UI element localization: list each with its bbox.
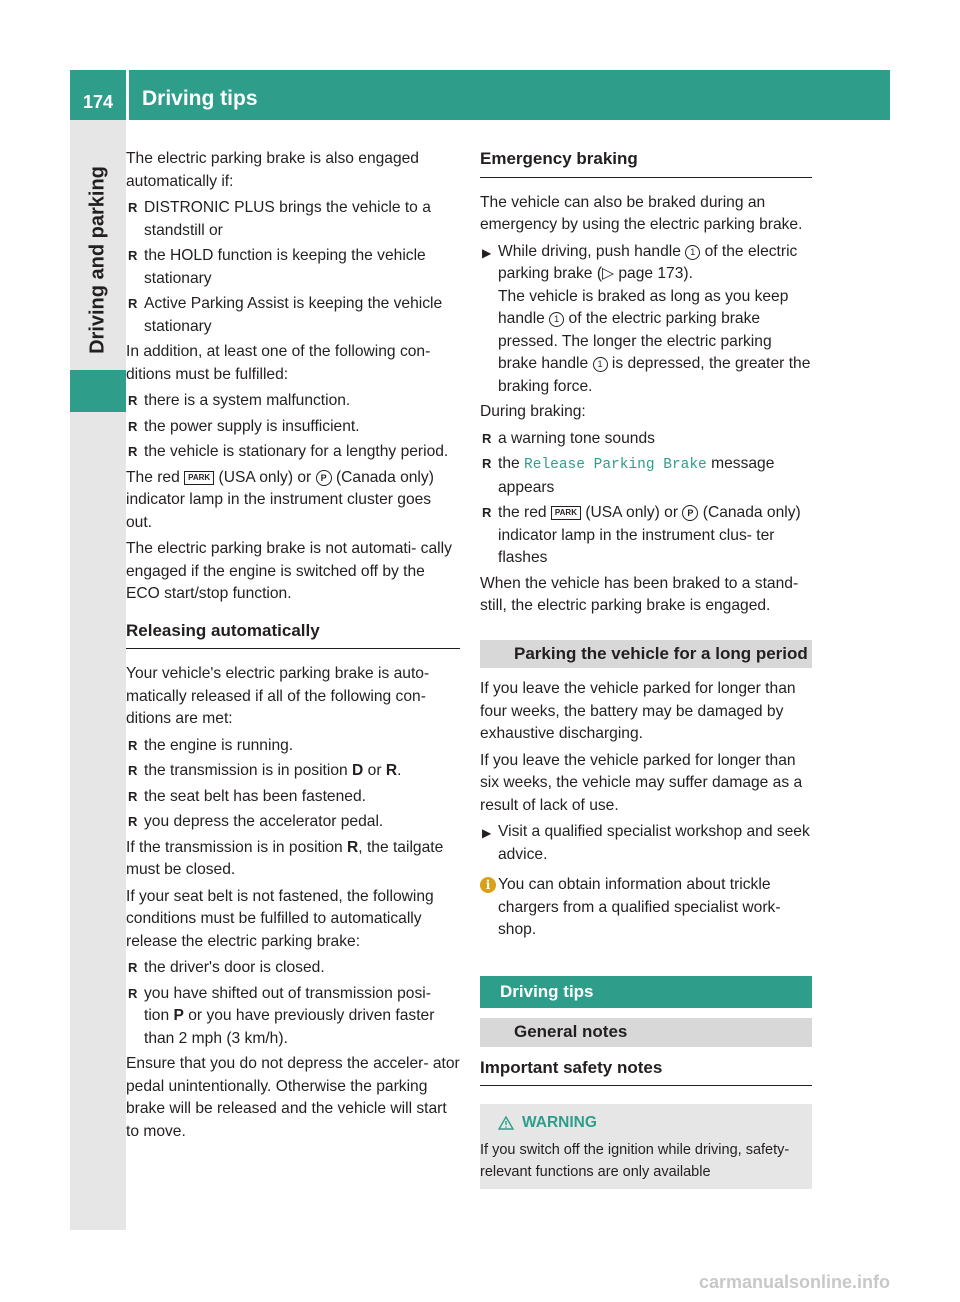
right-column [480,148,812,1189]
paragraph: Ensure that you do not depress the acceler- ator pedal unintentionally. Otherwise the parking brake will be released and the vehicle will start to move. [126,1055,460,1140]
display-message: Release Parking Brake [524,457,707,473]
side-tab-label: Driving and parking [86,166,109,354]
chapter-box-heading: Driving tips [480,976,812,1009]
bullet-r-icon: R [128,248,138,263]
bullet-r-icon: R [128,960,138,975]
list-item: R the power supply is insufficient. [126,416,460,439]
handle-callout-icon: 1 [593,357,608,372]
page-number: 174 [82,91,114,112]
paragraph: If you leave the vehicle parked for longer than six weeks, the vehicle may suffer damage as a result of lack of use. [480,751,803,814]
warning-header: WARNING [480,1112,812,1135]
list-item: R the red PARK (USA only) or P (Canada only) indicator lamp in the instrument clus- ter flashes [482,504,801,566]
paragraph: The vehicle can also be braked during an emergency by using the electric parking brake. [480,193,803,233]
bullet-r-icon: R [128,444,138,459]
bullet-r-icon: R [128,393,138,408]
list-item: R you depress the accelerator pedal. [126,811,460,834]
page-title: Driving tips [142,87,258,110]
bullet-r-icon: R [128,418,138,434]
list-item: R you have shifted out of transmission posi- tion P or you have previously driven faster than 2 mph (3 km/h). [128,984,435,1047]
bullet-r-icon: R [128,985,138,1001]
paragraph: When the vehicle has been braked to a stand- still, the electric parking brake is engaged. [480,574,799,614]
watermark: carmanualsonline.info [698,1272,890,1292]
list-item: R the engine is running. [126,735,460,758]
triangle-step-icon: ▶ [482,245,492,260]
paragraph: If you leave the vehicle parked for longer than four weeks, the battery may be damaged by exhaustive discharging. [480,680,796,742]
handle-callout-icon: 1 [685,245,700,260]
bullet-r-icon: R [482,430,492,446]
paragraph: The electric parking brake is not automati- cally engaged if the engine is switched off by the ECO start/stop function. [126,540,452,602]
left-column [126,148,460,1147]
list-item: R the seat belt has been fastened. [126,786,460,809]
section-heading: Releasing automatically [126,620,460,650]
page-ref-arrow-icon: ▷ [602,265,615,282]
warning-triangle-icon [498,1116,514,1130]
bullet-r-icon: R [128,763,138,778]
paragraph: The electric parking brake is also engaged automatically if: [126,150,419,190]
list-item: R the vehicle is stationary for a lengthy period. [126,441,460,464]
list-item: R Active Parking Assist is keeping the vehicle stationary [128,295,443,335]
list-item: R the HOLD function is keeping the vehicle stationary [128,247,426,287]
park-lamp-icon: PARK [184,471,214,485]
list-item: R DISTRONIC PLUS brings the vehicle to a standstill or [128,199,431,239]
info-note: i You can obtain information about trickle chargers from a qualified specialist work- shop. [480,874,812,942]
list-item: R there is a system malfunction. [126,390,460,413]
side-tab-marker [70,370,126,412]
paragraph: During braking: [480,403,586,420]
info-icon: i [480,877,496,893]
p-lamp-icon: P [682,505,698,521]
warning-box [480,1104,812,1189]
list-item: R the transmission is in position D or R. [126,760,460,783]
park-lamp-icon: PARK [551,506,581,520]
list-item: R a warning tone sounds [480,428,812,451]
section-box-heading: General notes [480,1018,812,1047]
instruction-step: ▶ While driving, push handle 1 of the electric parking brake (▷ page 173). The vehicle is braked as long as you keep handle 1 of the electric parking brake pressed. The longer the electric parking brake handle 1 is depressed, the greater the braking force. [482,242,811,395]
p-lamp-icon: P [316,470,332,486]
paragraph: Your vehicle's electric parking brake is auto- matically released if all of the following con- ditions are met: [126,665,430,727]
list-item: R the Release Parking Brake message appears [482,455,775,496]
header-divider [126,70,129,120]
bullet-r-icon: R [128,296,138,311]
triangle-step-icon: ▶ [482,826,492,840]
section-heading: Important safety notes [480,1057,812,1087]
list-item: R the driver's door is closed. [126,957,460,980]
bullet-r-icon: R [128,814,138,829]
section-box-heading: Parking the vehicle for a long period [480,640,812,669]
bullet-r-icon: R [482,505,492,520]
paragraph: The red PARK (USA only) or P (Canada only) indicator lamp in the instrument cluster goes out. [126,468,434,531]
handle-callout-icon: 1 [549,312,564,327]
paragraph: If your seat belt is not fastened, the following conditions must be fulfilled to automatically release the electric parking brake: [126,887,434,950]
paragraph: In addition, at least one of the following con- ditions must be fulfilled: [126,343,431,383]
paragraph: If the transmission is in position R, the tailgate must be closed. [126,838,444,878]
instruction-step: ▶ Visit a qualified specialist workshop and seek advice. [482,823,810,863]
warning-text: If you switch off the ignition while driving, safety-relevant functions are only available [480,1141,790,1180]
page-ref-link[interactable]: page 173). [618,265,693,282]
bullet-r-icon: R [128,788,138,804]
bullet-r-icon: R [128,200,138,215]
section-heading: Emergency braking [480,148,812,178]
bullet-r-icon: R [482,456,492,471]
bullet-r-icon: R [128,737,138,753]
